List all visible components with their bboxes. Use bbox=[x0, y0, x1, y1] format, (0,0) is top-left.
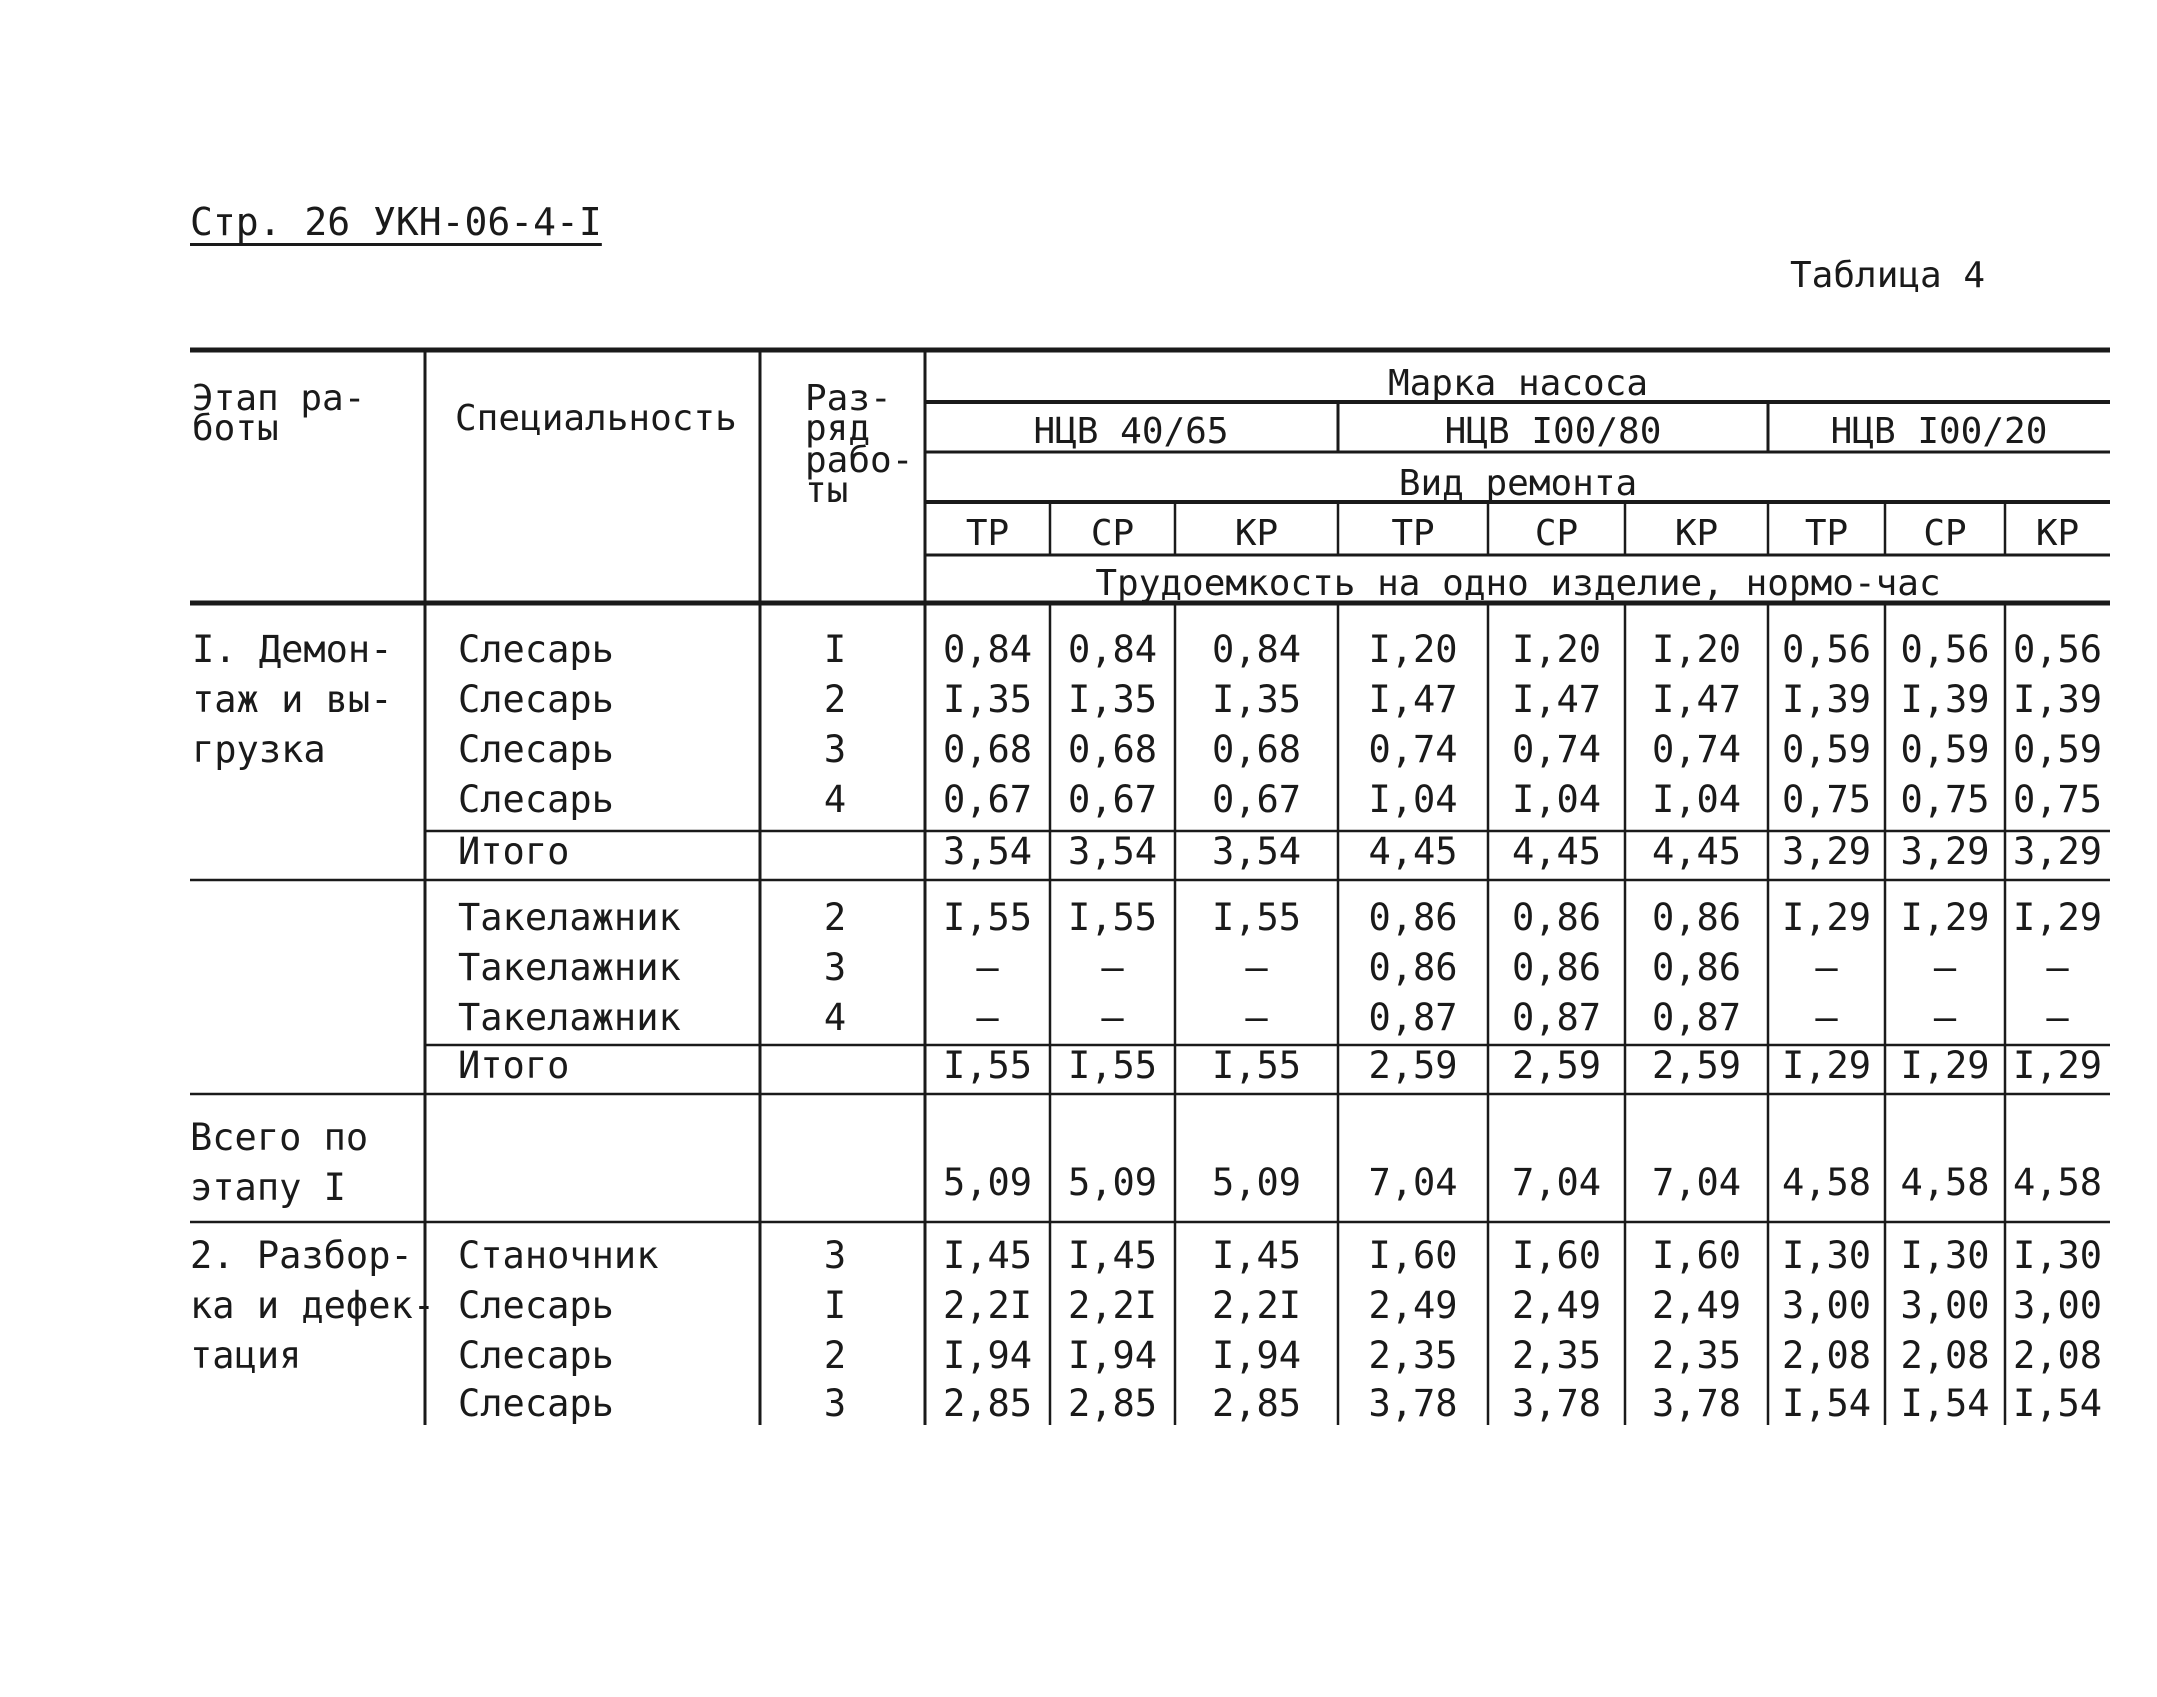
value-cell: 7,04 bbox=[1368, 1161, 1458, 1204]
specialty-cell: Итого bbox=[458, 1044, 570, 1087]
value-cell: 0,84 bbox=[1211, 628, 1302, 671]
value-cell: I,29 bbox=[1900, 896, 1990, 939]
value-cell: I,54 bbox=[2012, 1382, 2103, 1425]
value-cell: I,55 bbox=[1211, 1044, 1302, 1087]
value-cell: I,55 bbox=[942, 896, 1033, 939]
value-cell: 2,35 bbox=[1651, 1334, 1742, 1377]
grand-total-label: Всего по bbox=[190, 1116, 369, 1159]
value-cell: – bbox=[1933, 996, 1957, 1039]
header-grade: ты bbox=[805, 470, 849, 511]
value-cell: 2,08 bbox=[1900, 1334, 1990, 1377]
grade-cell: 3 bbox=[823, 1234, 847, 1277]
header-repair-kind: ТР bbox=[1804, 513, 1849, 554]
value-cell: 0,87 bbox=[1368, 996, 1458, 1039]
header-grade: ряд bbox=[805, 408, 871, 449]
value-cell: – bbox=[1815, 996, 1838, 1039]
value-cell: I,47 bbox=[1511, 678, 1602, 721]
specialty-cell: Такелажник bbox=[458, 996, 681, 1039]
value-cell: 2,85 bbox=[942, 1382, 1033, 1425]
value-cell: 0,67 bbox=[942, 778, 1033, 821]
value-cell: I,20 bbox=[1651, 628, 1742, 671]
specialty-cell: Слесарь bbox=[458, 728, 614, 771]
value-cell: I,39 bbox=[2012, 678, 2103, 721]
header-repair-kind: КР bbox=[2035, 513, 2080, 554]
grand-total-label: этапу I bbox=[190, 1166, 346, 1209]
value-cell: 3,78 bbox=[1651, 1382, 1742, 1425]
value-cell: 7,04 bbox=[1511, 1161, 1602, 1204]
specialty-cell: Итого bbox=[458, 830, 570, 873]
header-grade: рабо- bbox=[805, 440, 914, 481]
header-repair-kind: КР bbox=[1234, 513, 1279, 554]
stage-label: I. Демон- bbox=[192, 628, 393, 671]
stage-label: грузка bbox=[192, 728, 326, 771]
value-cell: I,54 bbox=[1781, 1382, 1872, 1425]
value-cell: 2,2I bbox=[942, 1284, 1033, 1327]
header-pump-name: НЦВ I00/80 bbox=[1444, 411, 1662, 452]
value-cell: 0,86 bbox=[1368, 946, 1458, 989]
value-cell: I,35 bbox=[1211, 678, 1302, 721]
value-cell: I,45 bbox=[1067, 1234, 1158, 1277]
value-cell: I,39 bbox=[1781, 678, 1872, 721]
header-repair-kind: ТР bbox=[1391, 513, 1435, 554]
value-cell: 3,78 bbox=[1511, 1382, 1602, 1425]
stage-label: таж и вы- bbox=[192, 678, 393, 721]
value-cell: – bbox=[2046, 946, 2069, 989]
value-cell: 0,67 bbox=[1067, 778, 1158, 821]
value-cell: 3,00 bbox=[2012, 1284, 2103, 1327]
stage-label: ка и дефек- bbox=[190, 1284, 436, 1327]
value-cell: 0,74 bbox=[1368, 728, 1458, 771]
header-stage: Этап ра- bbox=[192, 378, 366, 419]
value-cell: 0,86 bbox=[1511, 946, 1602, 989]
value-cell: 0,87 bbox=[1651, 996, 1742, 1039]
specialty-cell: Такелажник bbox=[458, 946, 681, 989]
value-cell: 3,29 bbox=[2012, 830, 2103, 873]
value-cell: 0,75 bbox=[1900, 778, 1990, 821]
value-cell: I,29 bbox=[1781, 1044, 1872, 1087]
grade-cell: 3 bbox=[823, 1382, 847, 1425]
value-cell: 5,09 bbox=[942, 1161, 1033, 1204]
value-cell: 0,68 bbox=[1067, 728, 1158, 771]
value-cell: 0,67 bbox=[1211, 778, 1302, 821]
specialty-cell: Слесарь bbox=[458, 628, 614, 671]
value-cell: I,55 bbox=[1067, 896, 1158, 939]
value-cell: I,04 bbox=[1368, 778, 1458, 821]
specialty-cell: Слесарь bbox=[458, 1334, 614, 1377]
value-cell: 3,54 bbox=[1211, 830, 1302, 873]
specialty-cell: Такелажник bbox=[458, 896, 681, 939]
value-cell: 2,59 bbox=[1651, 1044, 1742, 1087]
value-cell: 0,86 bbox=[1368, 896, 1458, 939]
specialty-cell: Слесарь bbox=[458, 778, 614, 821]
value-cell: – bbox=[1245, 996, 1268, 1039]
header-grade: Раз- bbox=[805, 378, 892, 419]
value-cell: 4,45 bbox=[1651, 830, 1742, 873]
value-cell: 2,85 bbox=[1211, 1382, 1302, 1425]
value-cell: I,94 bbox=[1067, 1334, 1158, 1377]
value-cell: I,35 bbox=[1067, 678, 1158, 721]
value-cell: 7,04 bbox=[1651, 1161, 1742, 1204]
value-cell: 3,00 bbox=[1900, 1284, 1990, 1327]
value-cell: 2,49 bbox=[1651, 1284, 1742, 1327]
value-cell: – bbox=[1101, 946, 1124, 989]
value-cell: 0,87 bbox=[1511, 996, 1602, 1039]
value-cell: 2,08 bbox=[2012, 1334, 2103, 1377]
value-cell: 0,74 bbox=[1651, 728, 1742, 771]
value-cell: I,47 bbox=[1651, 678, 1742, 721]
value-cell: I,30 bbox=[1781, 1234, 1872, 1277]
value-cell: 3,54 bbox=[1067, 830, 1158, 873]
value-cell: I,29 bbox=[1900, 1044, 1990, 1087]
value-cell: 2,35 bbox=[1511, 1334, 1602, 1377]
header-units: Трудоемкость на одно изделие, нормо-час bbox=[1095, 563, 1941, 604]
value-cell: 0,75 bbox=[2012, 778, 2103, 821]
grade-cell: I bbox=[823, 1284, 847, 1327]
grade-cell: I bbox=[823, 628, 847, 671]
value-cell: 5,09 bbox=[1211, 1161, 1302, 1204]
value-cell: 4,58 bbox=[1900, 1161, 1990, 1204]
stage-label: 2. Разбор- bbox=[190, 1234, 413, 1277]
value-cell: 0,86 bbox=[1511, 896, 1602, 939]
value-cell: 2,49 bbox=[1368, 1284, 1458, 1327]
value-cell: I,55 bbox=[942, 1044, 1033, 1087]
value-cell: I,60 bbox=[1368, 1234, 1458, 1277]
value-cell: 0,59 bbox=[1900, 728, 1990, 771]
value-cell: I,94 bbox=[942, 1334, 1033, 1377]
value-cell: I,94 bbox=[1211, 1334, 1302, 1377]
value-cell: I,04 bbox=[1511, 778, 1602, 821]
value-cell: 3,29 bbox=[1900, 830, 1990, 873]
value-cell: 4,45 bbox=[1368, 830, 1458, 873]
table-caption: Таблица 4 bbox=[1790, 255, 1986, 296]
value-cell: 2,2I bbox=[1067, 1284, 1158, 1327]
value-cell: 2,85 bbox=[1067, 1382, 1158, 1425]
value-cell: I,30 bbox=[1900, 1234, 1990, 1277]
value-cell: – bbox=[976, 946, 999, 989]
value-cell: – bbox=[2046, 996, 2069, 1039]
value-cell: 3,29 bbox=[1781, 830, 1872, 873]
header-pump-brand: Марка насоса bbox=[1387, 363, 1649, 404]
grade-cell: 2 bbox=[823, 678, 847, 721]
header-specialty: Специальность bbox=[455, 398, 737, 439]
grade-cell: 3 bbox=[823, 946, 847, 989]
value-cell: 2,2I bbox=[1211, 1284, 1302, 1327]
value-cell: 0,68 bbox=[942, 728, 1033, 771]
grade-cell: 4 bbox=[823, 996, 847, 1039]
header-pump-name: НЦВ 40/65 bbox=[1033, 411, 1229, 452]
value-cell: I,60 bbox=[1651, 1234, 1742, 1277]
value-cell: I,35 bbox=[942, 678, 1033, 721]
value-cell: 0,86 bbox=[1651, 896, 1742, 939]
value-cell: 4,58 bbox=[2012, 1161, 2103, 1204]
specialty-cell: Слесарь bbox=[458, 678, 614, 721]
value-cell: I,45 bbox=[1211, 1234, 1302, 1277]
value-cell: 2,49 bbox=[1511, 1284, 1602, 1327]
header-repair-kind: СР bbox=[1534, 513, 1579, 554]
value-cell: I,55 bbox=[1211, 896, 1302, 939]
value-cell: 0,59 bbox=[2012, 728, 2103, 771]
value-cell: 2,59 bbox=[1368, 1044, 1458, 1087]
value-cell: 0,75 bbox=[1781, 778, 1872, 821]
value-cell: I,29 bbox=[2012, 896, 2103, 939]
header-repair-kind: СР bbox=[1090, 513, 1135, 554]
value-cell: I,20 bbox=[1511, 628, 1602, 671]
value-cell: I,45 bbox=[942, 1234, 1033, 1277]
value-cell: I,29 bbox=[1781, 896, 1872, 939]
grade-cell: 4 bbox=[823, 778, 847, 821]
value-cell: I,39 bbox=[1900, 678, 1990, 721]
value-cell: I,29 bbox=[2012, 1044, 2103, 1087]
stage-label: тация bbox=[190, 1334, 302, 1377]
value-cell: I,55 bbox=[1067, 1044, 1158, 1087]
value-cell: I,30 bbox=[2012, 1234, 2103, 1277]
value-cell: I,04 bbox=[1651, 778, 1742, 821]
value-cell: 4,58 bbox=[1781, 1161, 1872, 1204]
value-cell: 3,54 bbox=[942, 830, 1033, 873]
value-cell: – bbox=[1815, 946, 1838, 989]
value-cell: – bbox=[1101, 996, 1124, 1039]
value-cell: – bbox=[1933, 946, 1957, 989]
value-cell: I,54 bbox=[1900, 1382, 1990, 1425]
header-repair-kind: КР bbox=[1674, 513, 1719, 554]
value-cell: 0,84 bbox=[942, 628, 1033, 671]
value-cell: 0,68 bbox=[1211, 728, 1302, 771]
value-cell: – bbox=[976, 996, 999, 1039]
value-cell: 3,00 bbox=[1781, 1284, 1872, 1327]
grade-cell: 3 bbox=[823, 728, 847, 771]
value-cell: 5,09 bbox=[1067, 1161, 1158, 1204]
value-cell: 4,45 bbox=[1511, 830, 1602, 873]
value-cell: 2,59 bbox=[1511, 1044, 1602, 1087]
value-cell: I,47 bbox=[1368, 678, 1458, 721]
value-cell: 0,84 bbox=[1067, 628, 1158, 671]
value-cell: I,60 bbox=[1511, 1234, 1602, 1277]
value-cell: 0,56 bbox=[1900, 628, 1990, 671]
value-cell: 2,35 bbox=[1368, 1334, 1458, 1377]
grade-cell: 2 bbox=[823, 896, 847, 939]
specialty-cell: Слесарь bbox=[458, 1284, 614, 1327]
specialty-cell: Станочник bbox=[458, 1234, 659, 1277]
value-cell: 3,78 bbox=[1368, 1382, 1458, 1425]
header-pump-name: НЦВ I00/20 bbox=[1830, 411, 2048, 452]
grade-cell: 2 bbox=[823, 1334, 847, 1377]
value-cell: 2,08 bbox=[1781, 1334, 1872, 1377]
value-cell: 0,86 bbox=[1651, 946, 1742, 989]
specialty-cell: Слесарь bbox=[458, 1382, 614, 1425]
value-cell: 0,74 bbox=[1511, 728, 1602, 771]
page-header: Стр. 26 УКН-06-4-I bbox=[190, 200, 602, 244]
header-repair-type: Вид ремонта bbox=[1398, 463, 1638, 504]
value-cell: – bbox=[1245, 946, 1268, 989]
header-repair-kind: СР bbox=[1923, 513, 1967, 554]
value-cell: 0,56 bbox=[2012, 628, 2103, 671]
header-repair-kind: ТР bbox=[965, 513, 1010, 554]
value-cell: 0,59 bbox=[1781, 728, 1872, 771]
value-cell: 0,56 bbox=[1781, 628, 1872, 671]
header-stage: боты bbox=[192, 408, 279, 449]
value-cell: I,20 bbox=[1368, 628, 1458, 671]
